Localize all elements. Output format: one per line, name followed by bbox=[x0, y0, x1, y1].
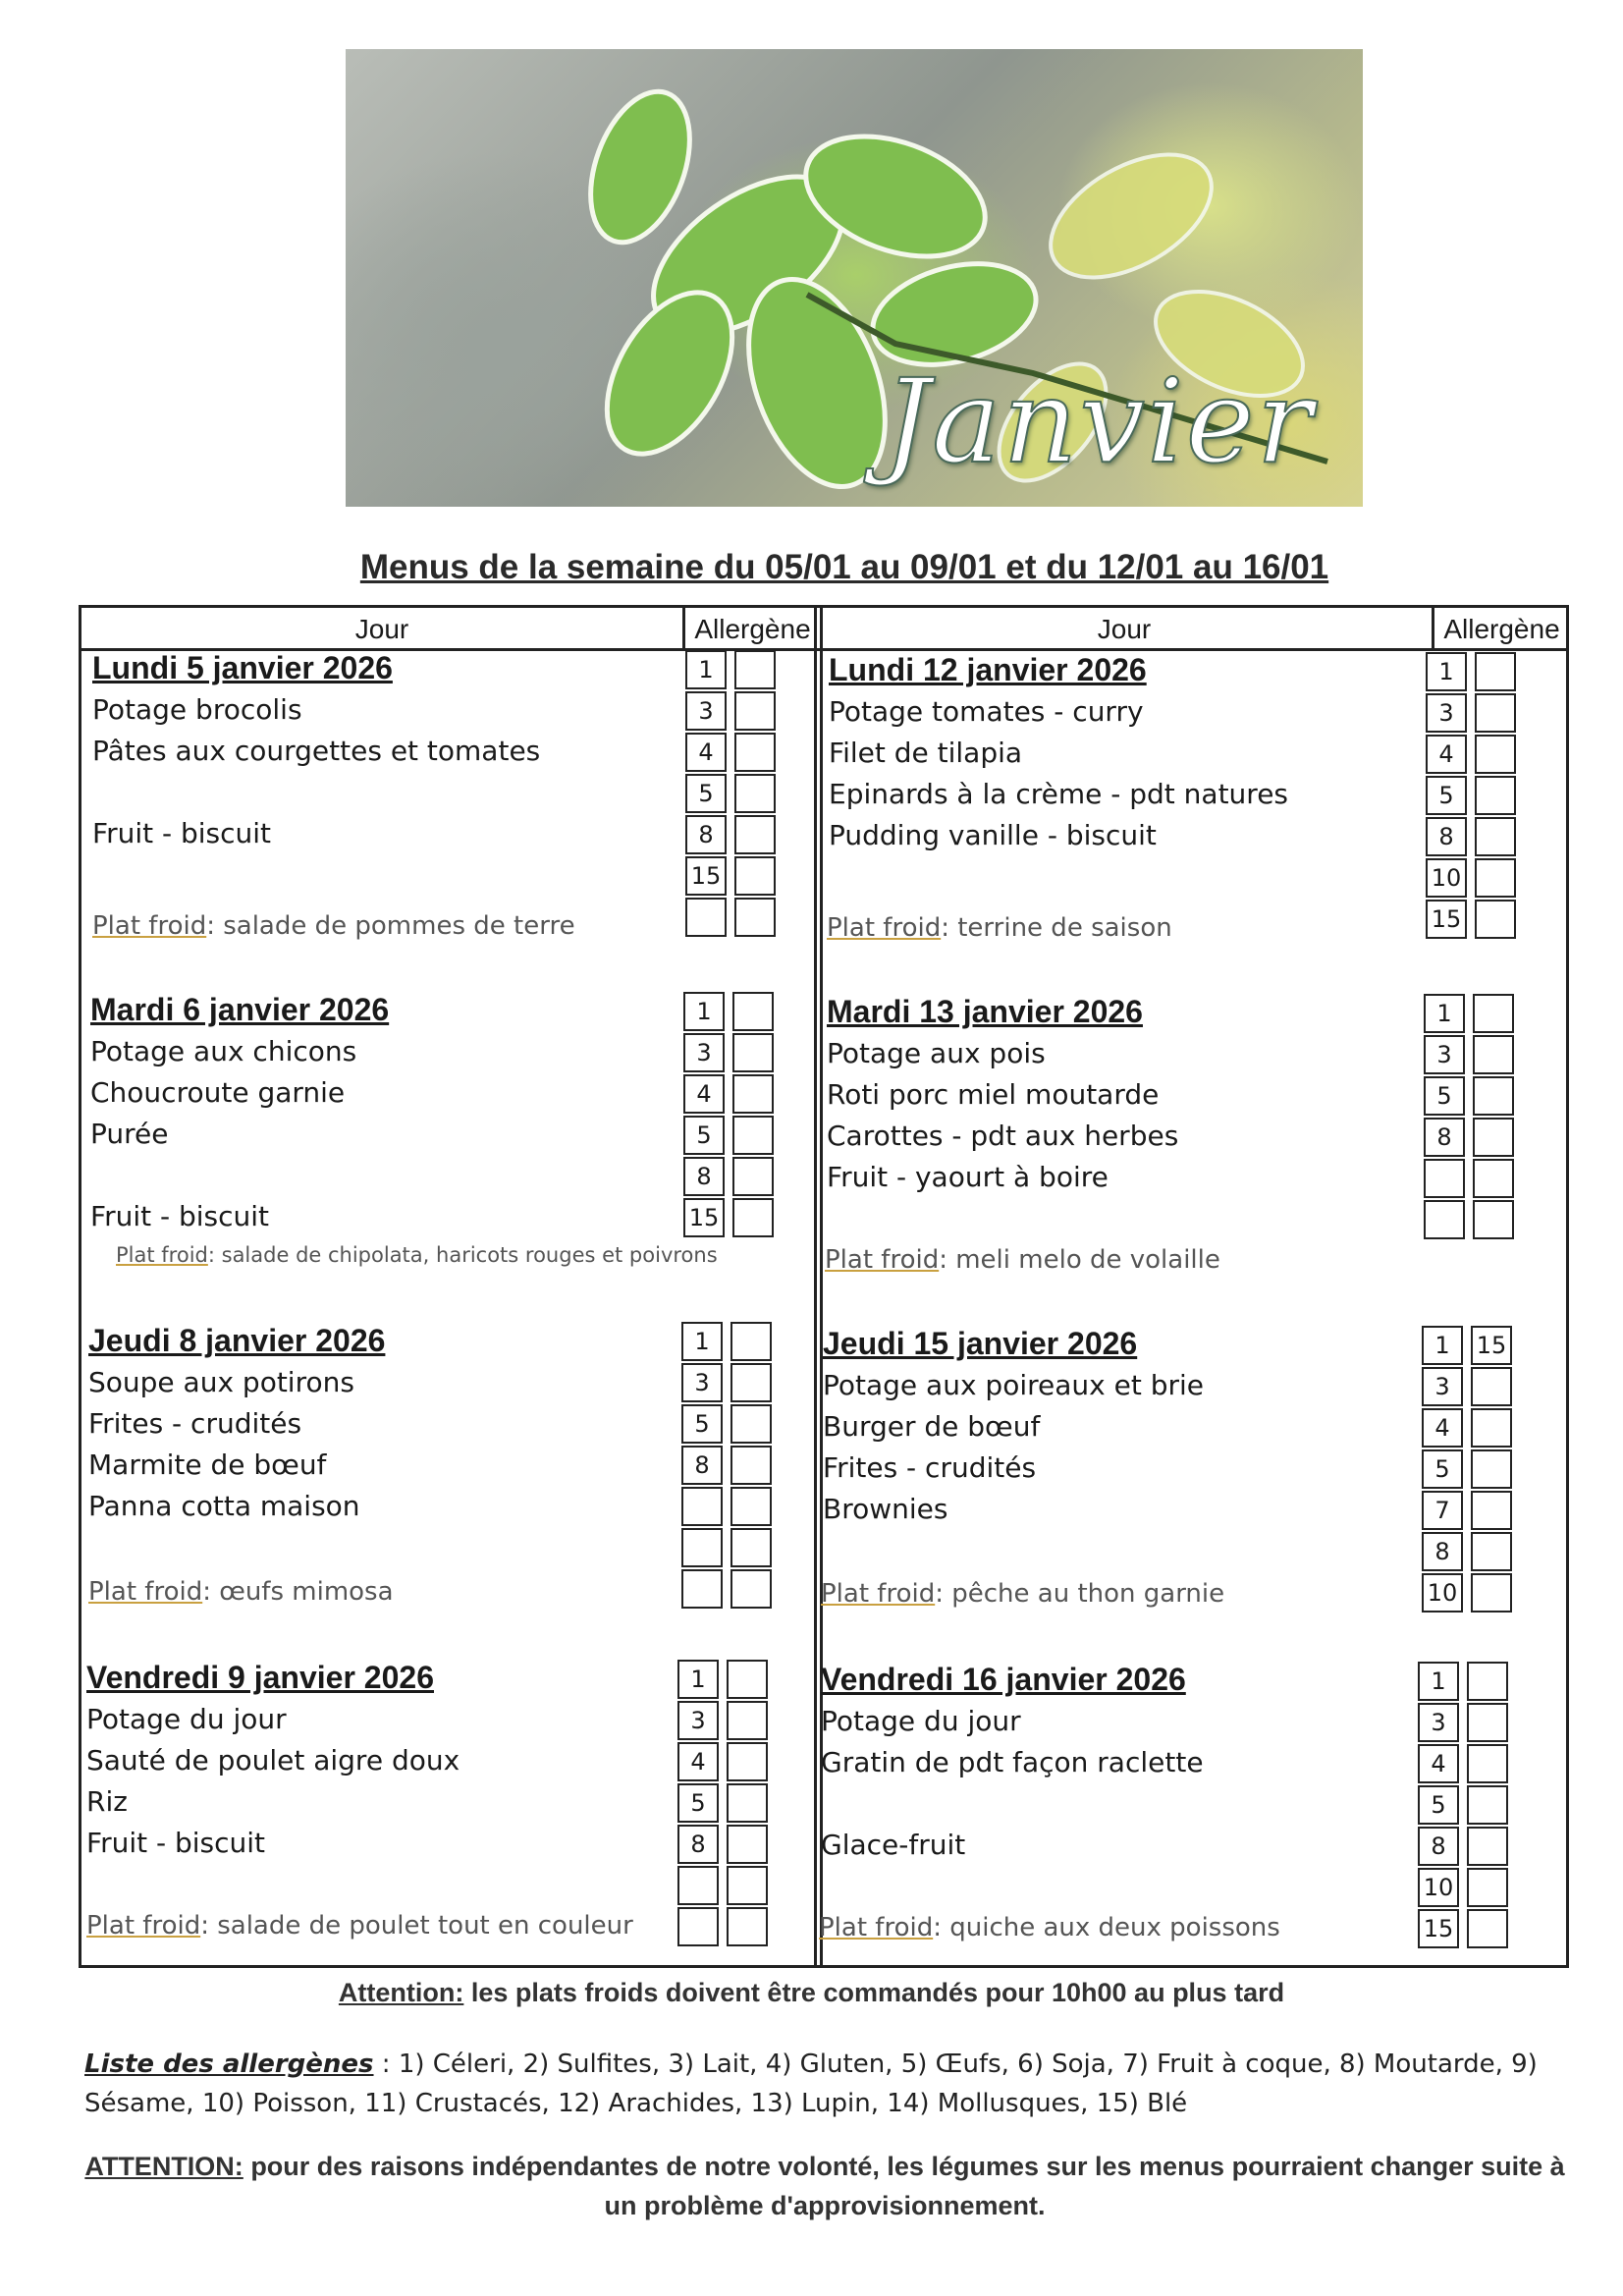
dish: Soupe aux potirons bbox=[88, 1366, 354, 1398]
allergen-row bbox=[1426, 817, 1524, 858]
allergen-row bbox=[681, 1487, 780, 1528]
day-lundi-12 bbox=[829, 650, 1288, 856]
allergen-code-extra bbox=[1467, 1703, 1508, 1742]
allergen-code-extra bbox=[1467, 1744, 1508, 1783]
allergen-code-extra bbox=[730, 1528, 772, 1567]
allergen-row bbox=[685, 650, 784, 691]
allergen-code: 1 bbox=[683, 992, 725, 1031]
allergen-row bbox=[681, 1569, 780, 1611]
allergen-code: 15 bbox=[685, 856, 727, 896]
dish: Fruit - yaourt à boire bbox=[827, 1161, 1109, 1193]
allergen-row bbox=[685, 815, 784, 856]
allergen-code-extra bbox=[1475, 817, 1516, 856]
allergen-row bbox=[677, 1907, 776, 1948]
allergen-codes-jeudi-15 bbox=[1422, 1326, 1520, 1614]
allergen-code-extra bbox=[730, 1322, 772, 1361]
day-title: Mardi 6 janvier 2026 bbox=[90, 992, 390, 1027]
dish: Fruit - biscuit bbox=[92, 817, 272, 849]
day-mardi-6 bbox=[90, 990, 389, 1237]
allergen-row bbox=[683, 992, 782, 1033]
allergen-code-extra bbox=[734, 691, 776, 731]
allergen-code-extra bbox=[727, 1825, 768, 1864]
allergen-row bbox=[1418, 1744, 1516, 1785]
allergen-code: 3 bbox=[1422, 1367, 1463, 1406]
allergen-row bbox=[681, 1404, 780, 1446]
cold-dish-jeudi-8: Plat froid: œufs mimosa bbox=[88, 1577, 394, 1607]
cold-dish: terrine de saison bbox=[957, 913, 1172, 943]
allergen-code-extra bbox=[732, 1033, 774, 1072]
allergen-row bbox=[1426, 776, 1524, 817]
allergen-code-extra bbox=[732, 992, 774, 1031]
dish bbox=[90, 1155, 389, 1196]
allergen-row bbox=[683, 1033, 782, 1074]
cold-dish: œufs mimosa bbox=[219, 1577, 394, 1607]
dish bbox=[92, 772, 540, 813]
day-title: Lundi 12 janvier 2026 bbox=[829, 652, 1147, 687]
allergen-code-extra bbox=[732, 1198, 774, 1237]
dish: Marmite de bœuf bbox=[88, 1449, 327, 1481]
allergen-code-extra bbox=[1471, 1408, 1512, 1448]
allergen-code-extra bbox=[1475, 652, 1516, 691]
allergen-row bbox=[685, 856, 784, 898]
allergen-code: 3 bbox=[1424, 1035, 1465, 1074]
allergen-row bbox=[1424, 994, 1522, 1035]
cold-label: Plat froid bbox=[825, 1245, 940, 1275]
cold-dish-mardi-6: Plat froid: salade de chipolata, haricots rouges et poivrons bbox=[116, 1243, 718, 1267]
allergen-code: 3 bbox=[685, 691, 727, 731]
day-jeudi-8 bbox=[88, 1321, 385, 1527]
allergen-code-extra bbox=[732, 1116, 774, 1155]
allergen-code-extra bbox=[727, 1701, 768, 1740]
dish: Potage du jour bbox=[821, 1705, 1021, 1737]
allergen-row bbox=[677, 1783, 776, 1825]
allergen-code-extra bbox=[727, 1866, 768, 1905]
allergen-row bbox=[1422, 1326, 1520, 1367]
allergen-row bbox=[685, 898, 784, 939]
allergen-row bbox=[1424, 1076, 1522, 1118]
day-title: Vendredi 9 janvier 2026 bbox=[86, 1660, 434, 1695]
allergen-code-extra bbox=[732, 1074, 774, 1114]
allergen-codes-vendredi-16 bbox=[1418, 1662, 1516, 1950]
allergen-code: 1 bbox=[677, 1660, 719, 1699]
allergen-code-extra bbox=[727, 1907, 768, 1946]
cold-dish: meli melo de volaille bbox=[955, 1245, 1220, 1275]
supply-warning bbox=[79, 2147, 1571, 2225]
dish: Fruit - biscuit bbox=[86, 1827, 266, 1859]
allergen-code: 1 bbox=[685, 650, 727, 689]
allergen-row bbox=[681, 1363, 780, 1404]
dish: Potage aux poireaux et brie bbox=[823, 1369, 1205, 1401]
allergen-row bbox=[1422, 1367, 1520, 1408]
allergen-codes-lundi-12 bbox=[1426, 652, 1524, 941]
allergen-code: 5 bbox=[685, 774, 727, 813]
allergen-code-extra bbox=[1473, 1159, 1514, 1198]
allergen-row bbox=[683, 1157, 782, 1198]
allergen-row bbox=[685, 774, 784, 815]
allergen-code: 1 bbox=[1418, 1662, 1459, 1701]
allergen-code: 5 bbox=[1418, 1785, 1459, 1825]
allergen-row bbox=[1426, 858, 1524, 900]
cold-dish-vendredi-9: Plat froid: salade de poulet tout en couleur bbox=[86, 1911, 633, 1941]
cold-dish: quiche aux deux poissons bbox=[949, 1913, 1280, 1942]
allergen-code: 8 bbox=[1418, 1827, 1459, 1866]
dish: Potage du jour bbox=[86, 1703, 287, 1735]
january-banner bbox=[346, 49, 1363, 507]
allergen-row bbox=[1422, 1449, 1520, 1491]
jour-header: Jour bbox=[817, 608, 1432, 651]
allergen-code: 4 bbox=[1418, 1744, 1459, 1783]
dish: Frites - crudités bbox=[88, 1407, 302, 1440]
day-title: Jeudi 15 janvier 2026 bbox=[823, 1326, 1138, 1361]
allergen-code-extra bbox=[1471, 1367, 1512, 1406]
cold-dish: salade de pommes de terre bbox=[223, 911, 575, 941]
allergen-code bbox=[681, 1569, 723, 1609]
attention-note bbox=[0, 1978, 1623, 2008]
day-title: Lundi 5 janvier 2026 bbox=[92, 650, 393, 685]
dish: Fruit - biscuit bbox=[90, 1200, 270, 1232]
dish: Burger de bœuf bbox=[823, 1410, 1041, 1443]
allergen-row bbox=[1424, 1035, 1522, 1076]
allergen-row bbox=[677, 1825, 776, 1866]
allergen-code-extra bbox=[730, 1404, 772, 1444]
allergen-code-extra bbox=[732, 1157, 774, 1196]
day-jeudi-15 bbox=[823, 1324, 1204, 1530]
allergen-row bbox=[1424, 1159, 1522, 1200]
allergene-header: Allergène bbox=[1432, 608, 1569, 651]
allergen-code-extra bbox=[1475, 858, 1516, 898]
dish: Glace-fruit bbox=[821, 1829, 966, 1861]
jour-header: Jour bbox=[81, 608, 682, 651]
allergen-code bbox=[681, 1528, 723, 1567]
day-vendredi-16 bbox=[821, 1660, 1204, 1866]
allergen-code: 8 bbox=[677, 1825, 719, 1864]
dish: Filet de tilapia bbox=[829, 737, 1023, 769]
cold-label: Plat froid bbox=[827, 913, 942, 943]
day-title: Mardi 13 janvier 2026 bbox=[827, 994, 1143, 1029]
allergen-row bbox=[681, 1528, 780, 1569]
allergen-code-extra bbox=[1475, 693, 1516, 733]
allergen-row bbox=[681, 1322, 780, 1363]
header-divider bbox=[682, 608, 685, 651]
attention-label: Attention: bbox=[338, 1978, 464, 2007]
allergen-row bbox=[1418, 1868, 1516, 1909]
cold-dish: salade de poulet tout en couleur bbox=[217, 1911, 633, 1941]
cold-dish: pêche au thon garnie bbox=[951, 1579, 1225, 1609]
allergen-row bbox=[1426, 652, 1524, 693]
page-title: Menus de la semaine du 05/01 au 09/01 et du 12/01 au 16/01 bbox=[359, 548, 1329, 586]
dish: Pudding vanille - biscuit bbox=[829, 819, 1157, 851]
allergen-row bbox=[1418, 1785, 1516, 1827]
allergen-code: 5 bbox=[677, 1783, 719, 1823]
allergen-code-extra bbox=[1471, 1449, 1512, 1489]
allergen-row bbox=[1422, 1408, 1520, 1449]
allergen-code: 3 bbox=[681, 1363, 723, 1402]
allergen-code: 1 bbox=[1424, 994, 1465, 1033]
allergen-row bbox=[1418, 1662, 1516, 1703]
allergen-code: 3 bbox=[1426, 693, 1467, 733]
cold-dish: salade de chipolata, haricots rouges et poivrons bbox=[221, 1243, 718, 1267]
allergen-codes-mardi-6 bbox=[683, 992, 782, 1239]
allergen-code-extra bbox=[1471, 1532, 1512, 1571]
allergen-list-text: : 1) Céleri, 2) Sulfites, 3) Lait, 4) Gluten, 5) Œufs, 6) Soja, 7) Fruit à coque, 8) Moutarde, 9) Sésame, 10) Poisson, 11) Crustacés, 12) Arachides, 13) Lupin, 14) Mollusques, 15) Blé bbox=[84, 2050, 1538, 2118]
day-vendredi-9 bbox=[86, 1658, 460, 1864]
allergen-code: 1 bbox=[1422, 1326, 1463, 1365]
dish: Potage aux pois bbox=[827, 1037, 1046, 1069]
allergen-code: 4 bbox=[1422, 1408, 1463, 1448]
allergen-code-extra bbox=[1467, 1909, 1508, 1948]
day-mardi-13 bbox=[827, 992, 1178, 1198]
banner-title: Janvier bbox=[883, 354, 1314, 489]
allergen-code bbox=[677, 1907, 719, 1946]
allergen-code: 8 bbox=[685, 815, 727, 854]
allergen-code-extra bbox=[727, 1783, 768, 1823]
dish: Choucroute garnie bbox=[90, 1076, 346, 1109]
allergen-code: 8 bbox=[683, 1157, 725, 1196]
allergen-code-extra bbox=[734, 898, 776, 937]
allergen-code: 8 bbox=[681, 1446, 723, 1485]
allergen-code-extra bbox=[730, 1446, 772, 1485]
allergen-code: 4 bbox=[683, 1074, 725, 1114]
day-lundi-5 bbox=[92, 648, 540, 854]
allergen-code: 5 bbox=[1422, 1449, 1463, 1489]
allergen-code-extra bbox=[1475, 735, 1516, 774]
dish bbox=[821, 1783, 1204, 1825]
allergen-code: 5 bbox=[1426, 776, 1467, 815]
allergen-code: 7 bbox=[1422, 1491, 1463, 1530]
allergen-code-extra bbox=[1467, 1662, 1508, 1701]
allergen-code-extra bbox=[734, 733, 776, 772]
allergen-code: 10 bbox=[1426, 858, 1467, 898]
allergen-row bbox=[685, 733, 784, 774]
allergen-code: 10 bbox=[1422, 1573, 1463, 1613]
allergen-code: 3 bbox=[1418, 1703, 1459, 1742]
allergen-code-extra bbox=[1473, 1200, 1514, 1239]
allergen-code-extra bbox=[734, 856, 776, 896]
allergen-row bbox=[681, 1446, 780, 1487]
allergen-code: 10 bbox=[1418, 1868, 1459, 1907]
allergen-code-extra bbox=[1473, 1076, 1514, 1116]
allergen-code: 1 bbox=[1426, 652, 1467, 691]
allergen-codes-vendredi-9 bbox=[677, 1660, 776, 1948]
dish: Purée bbox=[90, 1118, 169, 1150]
allergen-code-extra bbox=[727, 1742, 768, 1781]
allergen-code: 8 bbox=[1426, 817, 1467, 856]
allergen-code: 4 bbox=[685, 733, 727, 772]
allergen-code-extra bbox=[730, 1569, 772, 1609]
allergen-code-extra bbox=[730, 1363, 772, 1402]
allergen-codes-jeudi-8 bbox=[681, 1322, 780, 1611]
allergen-row bbox=[677, 1701, 776, 1742]
allergen-code: 4 bbox=[1426, 735, 1467, 774]
allergen-row bbox=[1418, 1703, 1516, 1744]
dish: Epinards à la crème - pdt natures bbox=[829, 778, 1289, 810]
cold-label: Plat froid bbox=[92, 911, 207, 941]
warning-text: pour des raisons indépendantes de notre volonté, les légumes sur les menus pourraient changer suite à un problème d'approvisionnement. bbox=[243, 2152, 1565, 2220]
allergen-code: 8 bbox=[1422, 1532, 1463, 1571]
allergen-code: 5 bbox=[1424, 1076, 1465, 1116]
allergen-code bbox=[677, 1866, 719, 1905]
allergen-codes-lundi-5 bbox=[685, 650, 784, 939]
dish: Roti porc miel moutarde bbox=[827, 1078, 1160, 1111]
allergen-code: 8 bbox=[1424, 1118, 1465, 1157]
dish: Potage aux chicons bbox=[90, 1035, 357, 1067]
allergen-code: 15 bbox=[1426, 900, 1467, 939]
allergen-code: 4 bbox=[677, 1742, 719, 1781]
allergen-row bbox=[1426, 735, 1524, 776]
allergen-code: 5 bbox=[681, 1404, 723, 1444]
cold-label: Plat froid bbox=[86, 1911, 201, 1941]
allergen-code-extra: 15 bbox=[1471, 1326, 1512, 1365]
allergen-row bbox=[1418, 1827, 1516, 1868]
cold-dish-mardi-13: Plat froid: meli melo de volaille bbox=[825, 1245, 1220, 1275]
allergen-codes-mardi-13 bbox=[1424, 994, 1522, 1241]
allergen-list bbox=[84, 2045, 1567, 2123]
dish: Panna cotta maison bbox=[88, 1490, 360, 1522]
allergen-row bbox=[1426, 900, 1524, 941]
allergen-code bbox=[1424, 1159, 1465, 1198]
allergen-code-extra bbox=[1473, 994, 1514, 1033]
cold-dish-lundi-5: Plat froid: salade de pommes de terre bbox=[92, 911, 575, 941]
dish: Pâtes aux courgettes et tomates bbox=[92, 735, 541, 767]
allergen-row bbox=[1424, 1118, 1522, 1159]
allergen-code-extra bbox=[1473, 1035, 1514, 1074]
allergen-code-extra bbox=[1473, 1118, 1514, 1157]
allergen-code bbox=[681, 1487, 723, 1526]
allergen-row bbox=[1422, 1573, 1520, 1614]
allergen-code-extra bbox=[1475, 776, 1516, 815]
allergen-code-extra bbox=[734, 774, 776, 813]
allergen-code bbox=[685, 898, 727, 937]
allergen-code: 15 bbox=[683, 1198, 725, 1237]
allergen-row bbox=[677, 1742, 776, 1783]
dish: Riz bbox=[86, 1785, 128, 1818]
cold-dish-vendredi-16: Plat froid: quiche aux deux poissons bbox=[819, 1913, 1280, 1942]
allergen-row bbox=[1426, 693, 1524, 735]
allergen-code: 1 bbox=[681, 1322, 723, 1361]
allergen-code-extra bbox=[727, 1660, 768, 1699]
allergen-code-extra bbox=[1475, 900, 1516, 939]
allergen-row bbox=[1418, 1909, 1516, 1950]
dish: Potage brocolis bbox=[92, 693, 302, 726]
allergen-row bbox=[1422, 1491, 1520, 1532]
allergen-code-extra bbox=[1467, 1868, 1508, 1907]
cold-label: Plat froid bbox=[821, 1579, 936, 1609]
dish: Frites - crudités bbox=[823, 1451, 1037, 1484]
cold-dish-jeudi-15: Plat froid: pêche au thon garnie bbox=[821, 1579, 1225, 1609]
allergen-row bbox=[685, 691, 784, 733]
allergen-row bbox=[683, 1074, 782, 1116]
allergene-header: Allergène bbox=[682, 608, 820, 651]
allergen-code: 3 bbox=[683, 1033, 725, 1072]
allergen-code-extra bbox=[1467, 1827, 1508, 1866]
attention-text: les plats froids doivent être commandés pour 10h00 au plus tard bbox=[463, 1978, 1285, 2007]
dish: Sauté de poulet aigre doux bbox=[86, 1744, 460, 1777]
allergen-code-extra bbox=[1471, 1573, 1512, 1613]
allergen-row bbox=[1422, 1532, 1520, 1573]
dish: Carottes - pdt aux herbes bbox=[827, 1120, 1179, 1152]
allergen-row bbox=[677, 1660, 776, 1701]
allergen-code bbox=[1424, 1200, 1465, 1239]
allergen-code: 3 bbox=[677, 1701, 719, 1740]
allergen-row bbox=[1424, 1200, 1522, 1241]
day-title: Jeudi 8 janvier 2026 bbox=[88, 1323, 386, 1358]
allergen-code-extra bbox=[734, 815, 776, 854]
allergen-code-extra bbox=[1471, 1491, 1512, 1530]
allergen-row bbox=[677, 1866, 776, 1907]
dish: Potage tomates - curry bbox=[829, 695, 1144, 728]
cold-label: Plat froid bbox=[88, 1577, 203, 1607]
allergen-code-extra bbox=[734, 650, 776, 689]
allergen-code-extra bbox=[1467, 1785, 1508, 1825]
allergen-code: 5 bbox=[683, 1116, 725, 1155]
warning-label: ATTENTION: bbox=[84, 2152, 243, 2181]
allergen-row bbox=[683, 1116, 782, 1157]
dish: Gratin de pdt façon raclette bbox=[821, 1746, 1204, 1778]
allergen-row bbox=[683, 1198, 782, 1239]
cold-dish-lundi-12: Plat froid: terrine de saison bbox=[827, 913, 1172, 943]
allergen-code-extra bbox=[730, 1487, 772, 1526]
dish: Brownies bbox=[823, 1493, 948, 1525]
day-title: Vendredi 16 janvier 2026 bbox=[821, 1662, 1186, 1697]
cold-label: Plat froid bbox=[819, 1913, 934, 1942]
cold-label: Plat froid bbox=[116, 1243, 208, 1267]
allergen-code: 15 bbox=[1418, 1909, 1459, 1948]
allergen-list-label: Liste des allergènes bbox=[84, 2050, 374, 2079]
